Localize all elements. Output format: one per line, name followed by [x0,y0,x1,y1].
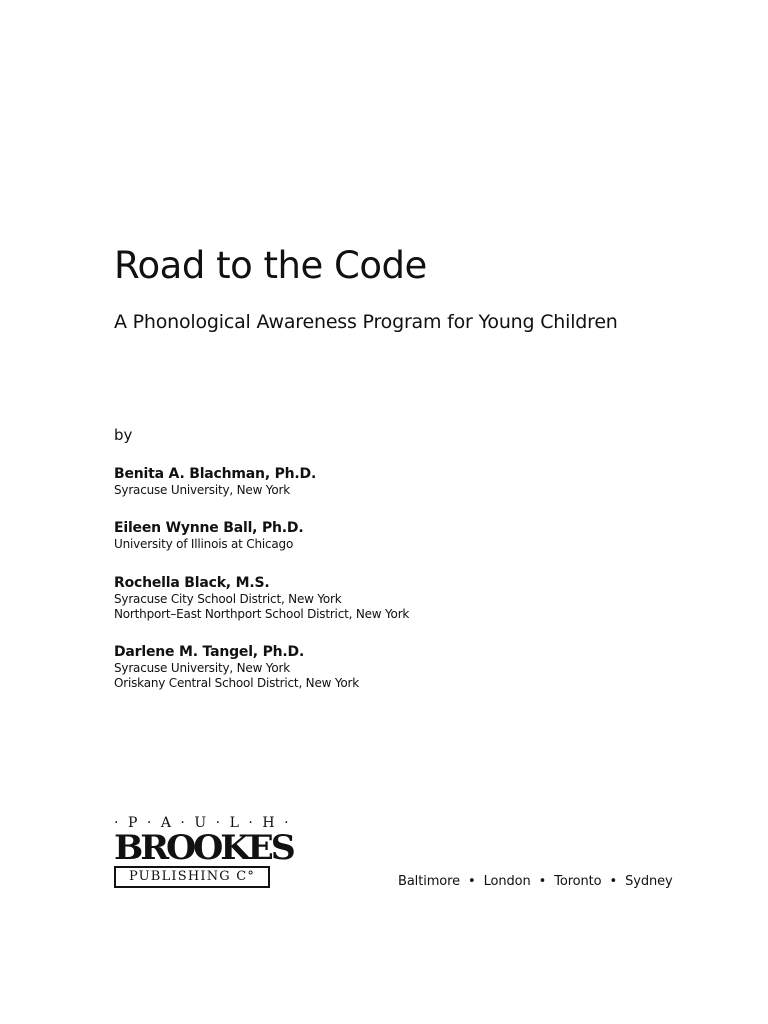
book-title: Road to the Code [114,244,427,287]
author-name: Benita A. Blachman, Ph.D. [114,466,317,482]
city-separator: • [538,874,547,889]
city-toronto: Toronto [554,874,602,889]
city-baltimore: Baltimore [398,874,460,889]
logo-brookes-wordmark: BROOKES [114,828,293,868]
book-subtitle: A Phonological Awareness Program for Young Children [114,311,618,333]
author-affiliation: Syracuse University, New York [114,483,290,497]
author-affiliation: Oriskany Central School District, New York [114,676,360,690]
city-london: London [483,874,531,889]
author-affiliation: Northport–East Northport School District, New York [114,607,410,621]
author-affiliation: Syracuse City School District, New York [114,592,342,606]
publisher-cities [398,874,673,890]
author-affiliation: Syracuse University, New York [114,661,290,675]
author-name: Rochella Black, M.S. [114,575,270,591]
author-name: Eileen Wynne Ball, Ph.D. [114,520,304,536]
author-block [114,644,359,691]
logo-paul-h-text: ·P·A·U·L·H· [114,815,299,831]
city-sydney: Sydney [625,874,673,889]
author-name: Darlene M. Tangel, Ph.D. [114,644,305,660]
publisher-logo [114,814,299,890]
author-block [114,466,316,498]
by-label: by [114,426,133,444]
author-affiliation: University of Illinois at Chicago [114,537,294,551]
city-separator: • [609,874,618,889]
logo-publishing-box: PUBLISHING C° [114,866,270,888]
author-block [114,575,409,622]
author-block [114,520,303,552]
city-separator: • [467,874,476,889]
